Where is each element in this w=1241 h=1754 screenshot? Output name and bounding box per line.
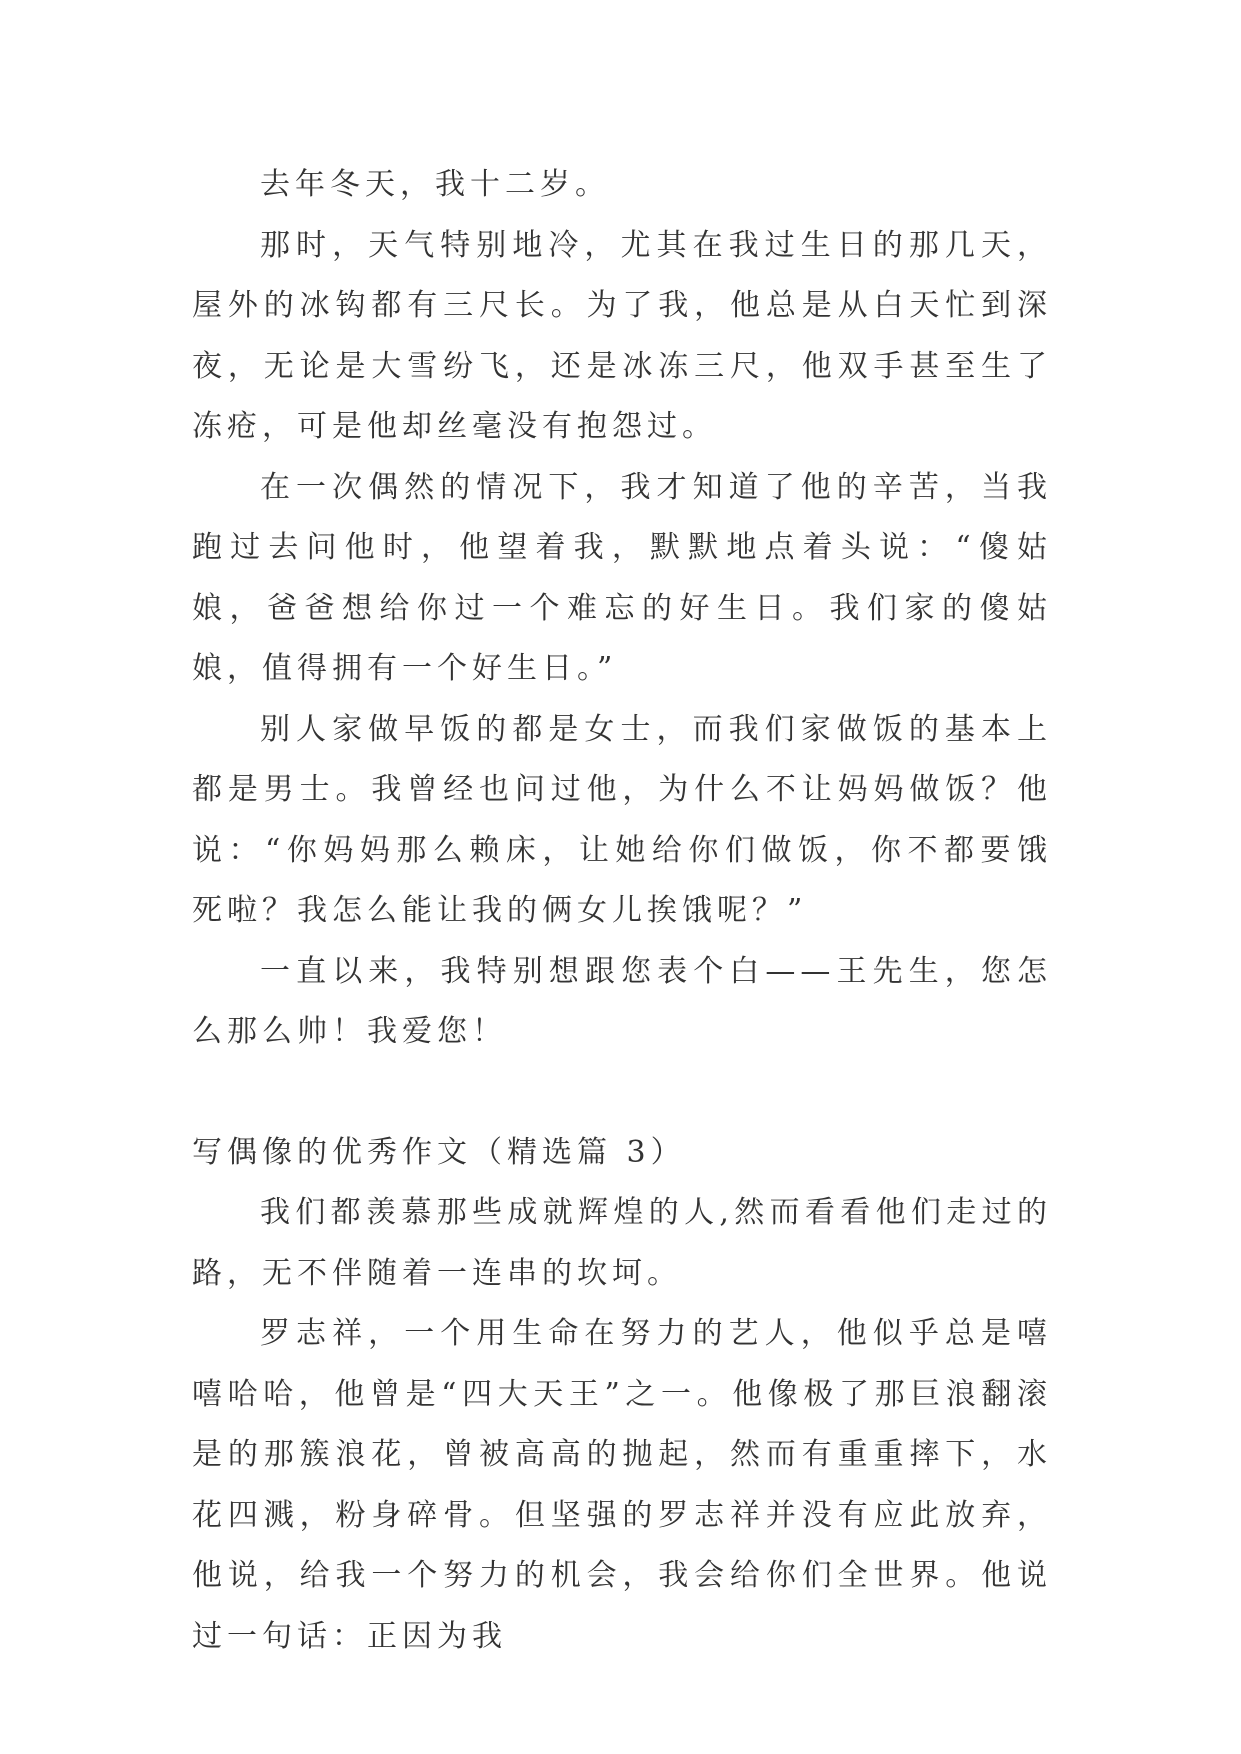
paragraph: 一直以来，我特别想跟您表个白——王先生，您怎么那么帅！我爱您！ bbox=[192, 953, 1052, 1049]
paragraph: 我们都羡慕那些成就辉煌的人,然而看看他们走过的路，无不伴随着一连串的坎坷。 bbox=[192, 1195, 1052, 1291]
paragraph: 罗志祥，一个用生命在努力的艺人，他似乎总是嘻嘻哈哈，他曾是“四大天王”之一。他像极了那巨浪翻滚是的那簇浪花，曾被高高的抛起，然而有重重摔下，水花四溅，粉身碎骨。但坚强的罗志祥并没有应此放弃，他说，给我一个努力的机会，我会给你们全世界。他说过一句话：正因为我 bbox=[192, 1316, 1052, 1654]
paragraph: 在一次偶然的情况下，我才知道了他的辛苦，当我跑过去问他时，他望着我，默默地点着头说：“傻姑娘，爸爸想给你过一个难忘的好生日。我们家的傻姑娘，值得拥有一个好生日。” bbox=[192, 469, 1052, 686]
paragraph: 别人家做早饭的都是女士，而我们家做饭的基本上都是男士。我曾经也问过他，为什么不让妈妈做饭？他说：“你妈妈那么赖床，让她给你们做饭，你不都要饿死啦？我怎么能让我的俩女儿挨饿呢？” bbox=[192, 711, 1052, 928]
paragraph: 去年冬天，我十二岁。 bbox=[260, 167, 610, 202]
section-heading: 写偶像的优秀作文（精选篇 3） bbox=[192, 1134, 686, 1170]
paragraph: 那时，天气特别地冷，尤其在我过生日的那几天，屋外的冰钩都有三尺长。为了我，他总是从白天忙到深夜，无论是大雪纷飞，还是冰冻三尺，他双手甚至生了冻疮，可是他却丝毫没有抱怨过。 bbox=[192, 227, 1052, 444]
document-body bbox=[192, 155, 1052, 1667]
